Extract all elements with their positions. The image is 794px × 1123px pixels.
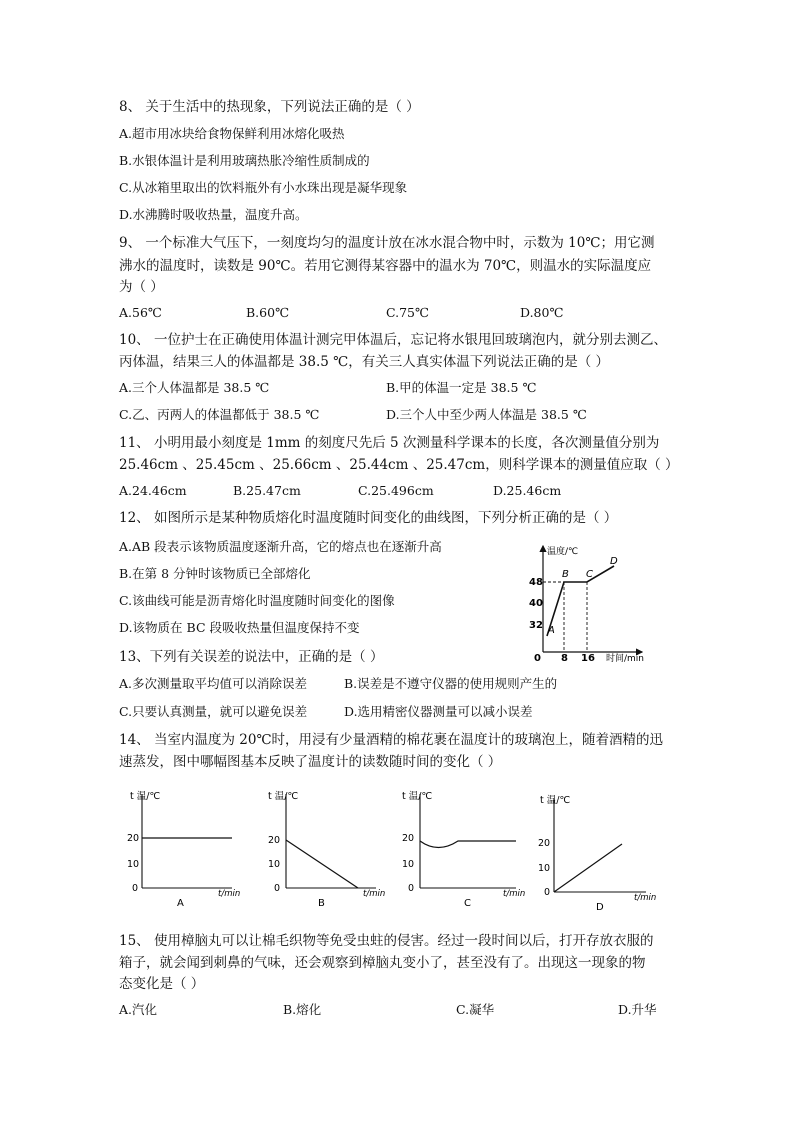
question-8-option-a: A.超市用冰块给食物保鲜利用冰熔化吸热 <box>119 126 345 141</box>
point-a: A <box>548 625 555 636</box>
y-tick-0: 0 <box>132 883 139 894</box>
question-11-option-d: D.25.46cm <box>493 483 562 498</box>
question-8-option-d: D.水沸腾时吸收热量，温度升高。 <box>119 207 308 222</box>
question-15-stem-line2: 箱子，就会闻到刺鼻的气味，还会观察到樟脑丸变小了，甚至没有了。出现这一现象的物 <box>119 955 646 971</box>
question-12-option-c: C.该曲线可能是沥青熔化时温度随时间变化的图像 <box>119 593 395 608</box>
y-tick-20: 20 <box>402 833 415 844</box>
question-12-option-a: A.AB 段表示该物质温度逐渐升高，它的熔点也在逐渐升高 <box>119 539 442 554</box>
question-12-option-b: B.在第 8 分钟时该物质已全部熔化 <box>119 566 311 581</box>
question-9-option-d: D.80℃ <box>520 305 564 320</box>
y-tick-0: 0 <box>274 883 281 894</box>
question-8-stem: 8、 关于生活中的热现象，下列说法正确的是（ ） <box>119 99 420 115</box>
y-tick-32: 32 <box>529 620 543 631</box>
question-13-option-b: B.误差是不遵守仪器的使用规则产生的 <box>344 676 558 691</box>
question-10-option-c: C.乙、丙两人的体温都低于 38.5 ℃ <box>119 407 320 422</box>
question-11-stem-line1: 11、 小明用最小刻度是 1mm 的刻度尺先后 5 次测量科学课本的长度，各次测量值分别为 <box>119 435 660 451</box>
question-10-option-a: A.三个人体温都是 38.5 ℃ <box>119 380 270 395</box>
y-tick-20: 20 <box>127 833 140 844</box>
question-8-option-c: C.从冰箱里取出的饮料瓶外有小水珠出现是凝华现象 <box>119 180 408 195</box>
x-tick-0: 0 <box>534 653 541 664</box>
question-10-stem-line2: 丙体温，结果三人的体温都是 38.5 ℃，有关三人真实体温下列说法正确的是（ ） <box>119 354 610 370</box>
x-axis-label: t/min <box>363 889 386 899</box>
question-15-option-c: C.凝华 <box>456 1002 495 1017</box>
x-tick-16: 16 <box>581 653 595 664</box>
x-tick-8: 8 <box>561 653 568 664</box>
question-9-option-a: A.56℃ <box>119 305 162 320</box>
y-axis-label: t 温/℃ <box>130 791 161 802</box>
question-11-option-b: B.25.47cm <box>233 483 301 498</box>
question-13-option-a: A.多次测量取平均值可以消除误差 <box>119 676 308 691</box>
question-13-option-d: D.选用精密仪器测量可以减小误差 <box>344 704 533 719</box>
graph-d-label: D <box>596 902 604 913</box>
question-14-stem-line2: 速蒸发，图中哪幅图基本反映了温度计的读数随时间的变化（ ） <box>119 754 502 770</box>
x-axis-label: t/min <box>634 893 657 903</box>
graph-c-curve <box>420 841 516 848</box>
graph-b-line <box>286 840 358 888</box>
question-10-option-b: B.甲的体温一定是 38.5 ℃ <box>386 380 537 395</box>
y-axis-label: 温度/℃ <box>547 547 579 557</box>
question-9-stem-line2: 沸水的温度时，读数是 90℃。若用它测得某容器中的温水为 70℃，则温水的实际温度应 <box>119 258 652 274</box>
point-c: C <box>586 569 593 580</box>
x-axis-label: t/min <box>503 889 526 899</box>
graph-c <box>400 786 530 911</box>
y-axis-label: t 温/℃ <box>268 791 299 802</box>
graph-d-line <box>554 844 622 892</box>
y-tick-48: 48 <box>529 577 543 588</box>
question-9-option-b: B.60℃ <box>246 305 290 320</box>
y-axis-label: t 温/℃ <box>540 795 571 806</box>
question-13-option-c: C.只要认真测量，就可以避免误差 <box>119 704 308 719</box>
question-13-stem: 13、下列有关误差的说法中，正确的是（ ） <box>119 649 384 665</box>
y-tick-0: 0 <box>544 887 551 898</box>
question-11-option-c: C.25.496cm <box>358 483 434 498</box>
y-tick-40: 40 <box>529 598 543 609</box>
question-12-stem: 12、 如图所示是某种物质熔化时温度随时间变化的曲线图，下列分析正确的是（ ） <box>119 510 618 526</box>
graph-a-label: A <box>177 898 184 909</box>
question-11-stem-line2: 25.46cm 、25.45cm 、25.66cm 、25.44cm 、25.47cm，则科学课本的测量值应取（ ） <box>119 457 679 473</box>
y-tick-10: 10 <box>127 859 140 870</box>
point-b: B <box>562 569 569 580</box>
question-15-option-a: A.汽化 <box>119 1002 158 1017</box>
question-15-option-d: D.升华 <box>618 1002 657 1017</box>
question-10-option-d: D.三个人中至少两人体温是 38.5 ℃ <box>386 407 587 422</box>
x-axis-label: t/min <box>218 889 241 899</box>
question-11-option-a: A.24.46cm <box>119 483 187 498</box>
y-axis-label: t 温/℃ <box>402 791 433 802</box>
question-15-stem-line3: 态变化是（ ） <box>119 976 205 992</box>
y-tick-10: 10 <box>402 859 415 870</box>
melting-curve-graph <box>520 540 670 665</box>
point-d: D <box>610 556 618 567</box>
y-tick-10: 10 <box>268 859 281 870</box>
graph-d <box>536 786 666 916</box>
graph-b-label: B <box>318 898 325 909</box>
graph-a <box>122 786 247 911</box>
x-axis-label: 时间/min <box>606 654 645 664</box>
question-14-stem-line1: 14、 当室内温度为 20℃时，用浸有少量酒精的棉花裹在温度计的玻璃泡上，随着酒精的迅 <box>119 732 664 748</box>
melting-curve <box>547 566 614 636</box>
y-tick-10: 10 <box>538 863 551 874</box>
question-9-option-c: C.75℃ <box>386 305 429 320</box>
question-15-option-b: B.熔化 <box>283 1002 322 1017</box>
question-10-stem-line1: 10、 一位护士在正确使用体温计测完甲体温后，忘记将水银甩回玻璃泡内，就分别去测乙、 <box>119 332 667 348</box>
question-9-stem-line1: 9、 一个标准大气压下，一刻度均匀的温度计放在冰水混合物中时，示数为 10℃；用它测 <box>119 235 655 251</box>
question-8-option-b: B.水银体温计是利用玻璃热胀冷缩性质制成的 <box>119 153 370 168</box>
graph-c-label: C <box>464 898 471 909</box>
graph-b <box>266 786 391 911</box>
y-tick-0: 0 <box>408 883 415 894</box>
y-tick-20: 20 <box>538 838 551 849</box>
question-15-stem-line1: 15、 使用樟脑丸可以让棉毛织物等免受虫蛀的侵害。经过一段时间以后，打开存放衣服的 <box>119 933 654 949</box>
question-12-option-d: D.该物质在 BC 段吸收热量但温度保持不变 <box>119 620 360 635</box>
question-9-stem-line3: 为（ ） <box>119 279 164 295</box>
y-tick-20: 20 <box>268 835 281 846</box>
